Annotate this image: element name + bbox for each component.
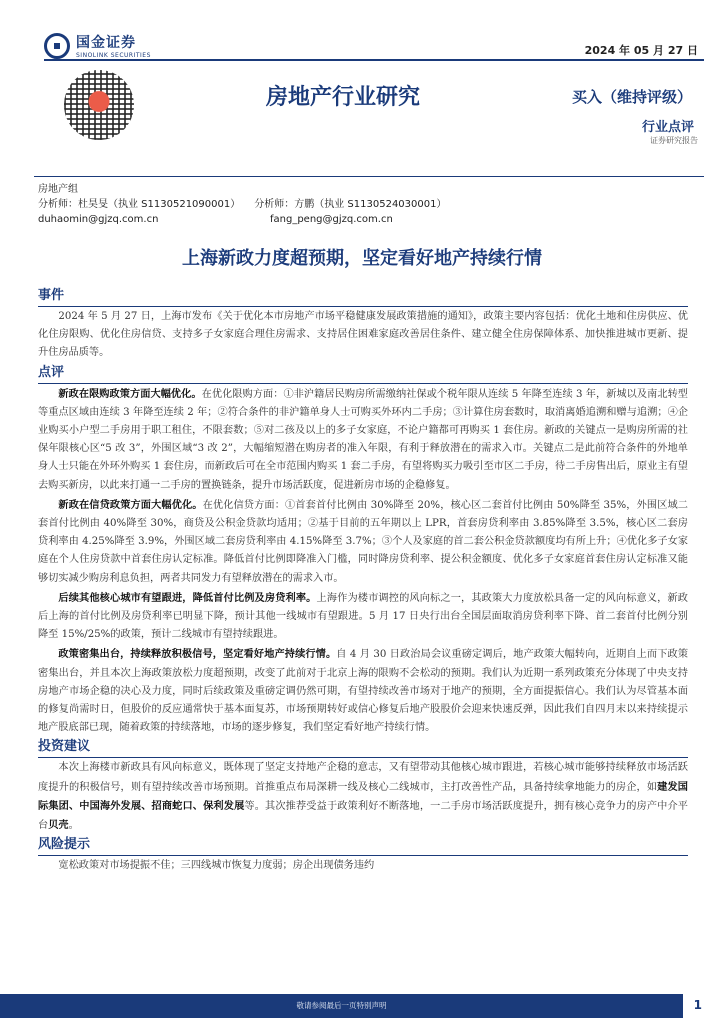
qr-code-icon (64, 70, 134, 140)
analyst-2: 分析师：方鹏（执业 S1130524030001） (254, 199, 447, 210)
comment-3-text: 上海作为楼市调控的风向标之一，其政策大力度放松具备一定的风向标意义，新政后上海的首付比例及房贷利率已明显下降，预计其他一线城市有望跟进。5 月 17 日央行出台全国层面取消房贷利率下降、首二套首付比例分别降至 15%/25%的政策，预计二线城市有望持续跟进。 (38, 592, 688, 641)
comment-paragraph-2 (38, 496, 688, 588)
comment-1-lead: 新政在限购政策方面大幅优化。 (58, 387, 202, 400)
comment-paragraph-3 (38, 589, 688, 645)
comment-paragraph-4 (38, 645, 688, 737)
headline: 上海新政力度超预期，坚定看好地产持续行情 (182, 248, 542, 269)
report-date: 2024 年 05 月 27 日 (584, 44, 698, 57)
report-category: 证券研究报告 (650, 136, 698, 145)
section-title-event: 事件 (38, 286, 688, 307)
section-title-risk: 风险提示 (38, 835, 688, 856)
comment-4-text: 自 4 月 30 日政治局会议重磅定调后，地产政策大幅转向，近期自上而下政策密集出台，并且本次上海政策放松力度超预期，改变了此前对于北京上海的限购不会松动的预期。我们认为近期一系列政策充分体现了中央支持房地产市场企稳的决心及力度，同时后续政策及重磅定调仍然可期，有望持续改善市场对于地产的预期，全方面提振信心。我们认为尽管基本面的修复尚需时日，但股价的反应通常快于基本面复苏，市场预期转好或信心修复后地产股股价会迎来快速反弹，因此我们自四月末以来持续提示地产股底部已现，随着政策的持续落地，市场的逐步修复，我们坚定看好地产持续行情。 (38, 649, 689, 734)
footer-disclaimer[interactable]: 敬请参阅最后一页特别声明 (296, 1001, 387, 1010)
risk-paragraph: 宽松政策对市场提振不佳；三四线城市恢复力度弱；房企出现债务违约 (58, 860, 375, 872)
comment-2-text: 在优化信贷方面：①首套首付比例由 30%降至 20%，核心区二套首付比例由 50%降至 35%，外围区域二套首付比例由 40%降至 30%，商贷及公积金贷款均适用；②基于目前的五年期以上 LPR，首套房贷利率由 3.85%降至 3.5%，核心区二套房贷利率由 4.25%降至 3.9%，外围区域二套房贷利率由 4.15%降至 3.7%；③个人及家庭的首二套公积金贷款额度均有所上升；④优化多子女家庭在个人住房贷款中首套住房认定标准。降低首付比例即降准入门槛，同时降房贷利率、提公积金额度、优化多子女家庭首套住房认定标准又能够切实减少购房利息负担，两者共同发力有望释放潜在的需求入市。 (38, 499, 688, 584)
report-header (0, 0, 724, 170)
invest-text-c: 。 (68, 820, 79, 832)
event-paragraph: 2024 年 5 月 27 日，上海市发布《关于优化本市房地产市场平稳健康发展政策措施的通知》，政策主要内容包括：优化土地和住房供应、优化住房限购、优化住房信贷、支持多子女家庭合理住房需求、支持居住困难家庭改善居住条件、建立健全住房保障体系、加快推进城市更新、提升住房品质等。 (38, 311, 688, 359)
rating: 买入（维持评级） (571, 88, 692, 106)
comment-2-lead: 新政在信贷政策方面大幅优化。 (58, 498, 203, 511)
invest-paragraph (38, 759, 688, 835)
section-title-comment: 点评 (38, 363, 688, 384)
authors-block (38, 182, 447, 227)
research-group: 房地产组 (38, 184, 78, 195)
analyst-1-email[interactable]: duhaomin@gjzq.com.cn (38, 214, 159, 225)
comment-1-text: 在优化限购方面：①非沪籍居民购房所需缴纳社保或个税年限从连续 5 年降至连续 3 年，新城以及南北转型等重点区域由连续 3 年降至连续 2 年；②符合条件的非沪籍单身人士可购买外环内二手房；③计算住房套数时，取消离婚追溯和赠与追溯；④企业购买小户型二手房用于职工租住，不限套数；⑤对二孩及以上的多子女家庭，不论户籍都可再购买 1 套住房。新政的关键点一是购房所需的社保年限核心区“5 改 3”，外围区域“3 改 2”，大幅缩短潜在购房者的准入年限，有利于释放潜在的需求入市。关键点二是此前符合条件的外地单身人士只能在外环外购买 1 套住房，而新政后可在全市范围内购买 1 套二手房，有望将购买力吸引至市区二手房，待二手房售出后，原业主有望去购买新房，以此来打通一二手房的置换链条，提升市场活跃度，促进新房市场的企稳修复。 (38, 388, 688, 491)
comment-3-lead: 后续其他核心城市有望跟进，降低首付比例及房贷利率。 (58, 591, 317, 604)
page-number: 1 (693, 998, 702, 1012)
analyst-1: 分析师：杜昊旻（执业 S1130521090001） (38, 199, 241, 210)
comment-paragraph-1 (38, 385, 688, 495)
report-type: 房地产行业研究 (266, 85, 421, 110)
invest-pick-2: 贝壳 (48, 819, 69, 832)
invest-picks: 建发国际集团、中国海外发展、招商蛇口、保利发展 (38, 780, 688, 812)
report-subtype: 行业点评 (641, 120, 694, 135)
company-logo (44, 32, 151, 59)
logo-cn: 国金证券 (76, 34, 136, 50)
invest-text-b: 等。其次推荐受益于政策利好不断落地，一二手房市场活跃度提升，拥有核心竞争力的房产中介平台 (38, 800, 688, 832)
logo-en: SINOLINK SECURITIES (76, 52, 151, 59)
divider (34, 176, 704, 177)
comment-4-lead: 政策密集出台，持续释放积极信号，坚定看好地产持续行情。 (58, 648, 337, 661)
logo-mark-icon (44, 33, 70, 59)
header-rule (44, 59, 704, 61)
section-title-invest: 投资建议 (38, 737, 688, 758)
analyst-2-email[interactable]: fang_peng@gjzq.com.cn (270, 214, 393, 225)
invest-text-a: 本次上海楼市新政具有风向标意义，既体现了坚定支持地产企稳的意志，又有望带动其他核心城市跟进，若核心城市能够持续释放市场活跃度提升的积极信号，则有望持续改善市场预期。首推重点布局深耕一线及核心二线城市，主打改善性产品，具备持续拿地能力的房企，如 (38, 762, 688, 793)
report-body (38, 286, 688, 875)
